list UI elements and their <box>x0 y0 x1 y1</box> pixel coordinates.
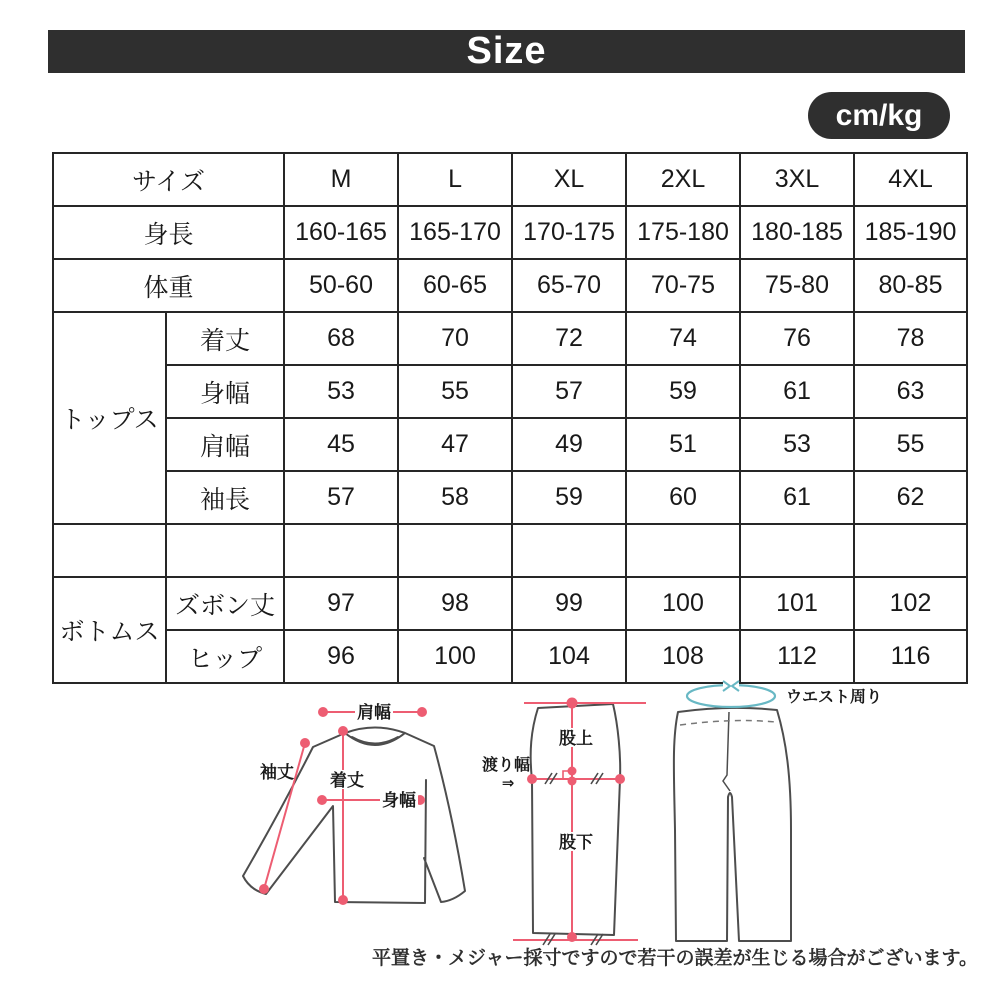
pants-length-cell: 97 <box>284 577 398 630</box>
empty-cell <box>398 524 512 577</box>
rise-label: 股上 <box>559 729 593 748</box>
table-row-height <box>53 206 967 259</box>
size-table <box>52 152 968 684</box>
weight-cell: 75-80 <box>740 259 854 312</box>
tops-length-cell: 76 <box>740 312 854 365</box>
height-cell: 175-180 <box>626 206 740 259</box>
unit-badge <box>808 92 950 139</box>
weight-cell: 60-65 <box>398 259 512 312</box>
weight-cell: 50-60 <box>284 259 398 312</box>
row-label-weight: 体重 <box>53 259 284 312</box>
table-row-bottoms-length <box>53 577 967 630</box>
tops-sleeve-cell: 62 <box>854 471 967 524</box>
tops-sleeve-cell: 60 <box>626 471 740 524</box>
height-cell: 185-190 <box>854 206 967 259</box>
hip-cell: 104 <box>512 630 626 683</box>
weight-cell: 80-85 <box>854 259 967 312</box>
empty-cell <box>166 524 284 577</box>
body-width-label: 身幅 <box>382 791 416 810</box>
title-bar <box>48 30 965 73</box>
size-col-2xl: 2XL <box>626 153 740 206</box>
table-row-weight <box>53 259 967 312</box>
tops-length-cell: 78 <box>854 312 967 365</box>
tops-shoulder-cell: 49 <box>512 418 626 471</box>
table-row-tops-length <box>53 312 967 365</box>
table-row-tops-width <box>53 365 967 418</box>
empty-cell <box>854 524 967 577</box>
tops-length-cell: 74 <box>626 312 740 365</box>
table-row-size <box>53 153 967 206</box>
tops-length-cell: 72 <box>512 312 626 365</box>
pants-length-cell: 102 <box>854 577 967 630</box>
pants-length-cell: 100 <box>626 577 740 630</box>
tops-length-cell: 70 <box>398 312 512 365</box>
height-cell: 180-185 <box>740 206 854 259</box>
row-label-pants-length: ズボン丈 <box>166 577 284 630</box>
tops-width-cell: 61 <box>740 365 854 418</box>
page-title: Size <box>466 30 547 72</box>
row-label-size: サイズ <box>53 153 284 206</box>
pants-length-cell: 98 <box>398 577 512 630</box>
thigh-arrow-icon: ⇒ <box>501 775 515 792</box>
disclaimer-note: 平置き・メジャー採寸ですので若干の誤差が生じる場合がございます。 <box>371 948 979 969</box>
group-label-bottoms: ボトムス <box>53 577 166 683</box>
height-cell: 160-165 <box>284 206 398 259</box>
empty-cell <box>512 524 626 577</box>
tops-length-cell: 68 <box>284 312 398 365</box>
tops-sleeve-cell: 61 <box>740 471 854 524</box>
tops-sleeve-cell: 59 <box>512 471 626 524</box>
hip-cell: 116 <box>854 630 967 683</box>
shirt-outline <box>243 728 465 904</box>
size-col-4xl: 4XL <box>854 153 967 206</box>
table-row-tops-sleeve <box>53 471 967 524</box>
tops-width-cell: 57 <box>512 365 626 418</box>
thigh-width-label: 渡り幅 <box>481 757 531 774</box>
hip-cell: 96 <box>284 630 398 683</box>
empty-cell <box>53 524 166 577</box>
hip-cell: 112 <box>740 630 854 683</box>
empty-cell <box>284 524 398 577</box>
tops-width-cell: 63 <box>854 365 967 418</box>
tops-width-cell: 55 <box>398 365 512 418</box>
group-label-tops: トップス <box>53 312 166 524</box>
tops-shoulder-cell: 53 <box>740 418 854 471</box>
hip-cell: 108 <box>626 630 740 683</box>
empty-cell <box>626 524 740 577</box>
body-length-label: 着丈 <box>330 771 364 790</box>
tops-shoulder-cell: 51 <box>626 418 740 471</box>
tops-width-cell: 59 <box>626 365 740 418</box>
sleeve-length-label: 袖丈 <box>260 763 294 782</box>
tops-width-cell: 53 <box>284 365 398 418</box>
shoulder-width-label: 肩幅 <box>357 703 391 722</box>
row-label-tops-width: 身幅 <box>166 365 284 418</box>
tops-shoulder-cell: 45 <box>284 418 398 471</box>
size-col-3xl: 3XL <box>740 153 854 206</box>
size-col-l: L <box>398 153 512 206</box>
shirt-diagram <box>243 702 465 905</box>
row-label-tops-length: 着丈 <box>166 312 284 365</box>
row-label-height: 身長 <box>53 206 284 259</box>
tops-shoulder-cell: 55 <box>854 418 967 471</box>
weight-cell: 70-75 <box>626 259 740 312</box>
waist-label: ウエスト周り <box>786 689 883 706</box>
hip-cell: 100 <box>398 630 512 683</box>
row-label-tops-shoulder: 肩幅 <box>166 418 284 471</box>
height-cell: 165-170 <box>398 206 512 259</box>
pants-front-outline <box>674 708 791 941</box>
tops-sleeve-cell: 57 <box>284 471 398 524</box>
row-label-hip: ヒップ <box>166 630 284 683</box>
tops-shoulder-cell: 47 <box>398 418 512 471</box>
table-row-tops-shoulder <box>53 418 967 471</box>
tops-sleeve-cell: 58 <box>398 471 512 524</box>
pants-length-cell: 99 <box>512 577 626 630</box>
unit-badge-label: cm/kg <box>835 98 923 132</box>
empty-cell <box>740 524 854 577</box>
size-col-xl: XL <box>512 153 626 206</box>
pants-side-diagram <box>482 698 646 946</box>
height-cell: 170-175 <box>512 206 626 259</box>
table-row-spacer <box>53 524 967 577</box>
row-label-tops-sleeve: 袖長 <box>166 471 284 524</box>
weight-cell: 65-70 <box>512 259 626 312</box>
size-col-m: M <box>284 153 398 206</box>
inseam-label: 股下 <box>559 833 593 852</box>
measurement-diagrams <box>0 672 1000 948</box>
pants-length-cell: 101 <box>740 577 854 630</box>
pants-front-diagram <box>674 680 882 941</box>
